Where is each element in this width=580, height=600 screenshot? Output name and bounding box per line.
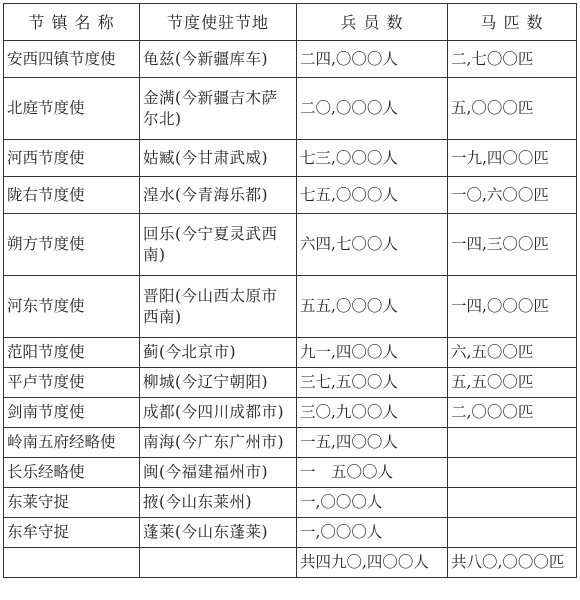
cell-troops: 五五,〇〇〇人 — [297, 276, 448, 338]
cell-troops: 七五,〇〇〇人 — [297, 177, 448, 214]
table-row — [4, 140, 577, 177]
cell-name: 陇右节度使 — [4, 177, 140, 214]
totals-row — [4, 548, 577, 578]
table-row — [4, 276, 577, 338]
cell-horses: 一〇,六〇〇匹 — [448, 177, 577, 214]
cell-troops: 一五,四〇〇人 — [297, 428, 448, 458]
cell-horses — [448, 428, 577, 458]
table-row — [4, 428, 577, 458]
header-row — [4, 4, 577, 41]
table-row — [4, 398, 577, 428]
cell-troops: 二〇,〇〇〇人 — [297, 78, 448, 140]
cell-horses: 五,五〇〇匹 — [448, 368, 577, 398]
cell-horses: 一四,三〇〇匹 — [448, 214, 577, 276]
cell-seat: 晋阳(今山西太原市西南) — [140, 276, 297, 338]
cell-seat: 柳城(今辽宁朝阳) — [140, 368, 297, 398]
cell-name: 平卢节度使 — [4, 368, 140, 398]
header-name: 节 镇 名 称 — [4, 4, 140, 41]
cell-seat: 姑臧(今甘肃武威) — [140, 140, 297, 177]
cell-seat: 金满(今新疆吉木萨尔北) — [140, 78, 297, 140]
cell-horses: 一四,〇〇〇匹 — [448, 276, 577, 338]
cell-troops: 三〇,九〇〇人 — [297, 398, 448, 428]
military-governors-table — [3, 3, 577, 578]
table-row — [4, 458, 577, 488]
cell-seat: 蓟(今北京市) — [140, 338, 297, 368]
cell-seat: 南海(今广东广州市) — [140, 428, 297, 458]
cell-horses: 二,七〇〇匹 — [448, 41, 577, 78]
cell-name: 东莱守捉 — [4, 488, 140, 518]
table-row — [4, 518, 577, 548]
cell-name: 河东节度使 — [4, 276, 140, 338]
cell-troops: 一 五〇〇人 — [297, 458, 448, 488]
cell-troops: 二四,〇〇〇人 — [297, 41, 448, 78]
cell-seat: 回乐(今宁夏灵武西南) — [140, 214, 297, 276]
cell-seat: 蓬莱(今山东蓬莱) — [140, 518, 297, 548]
cell-troops: 一,〇〇〇人 — [297, 518, 448, 548]
table-container — [3, 3, 577, 578]
cell-troops: 一,〇〇〇人 — [297, 488, 448, 518]
header-seat: 节度使驻节地 — [140, 4, 297, 41]
cell-troops: 六四,七〇〇人 — [297, 214, 448, 276]
table-row — [4, 78, 577, 140]
table-row — [4, 214, 577, 276]
table-row — [4, 488, 577, 518]
cell-troops: 七三,〇〇〇人 — [297, 140, 448, 177]
cell-name: 剑南节度使 — [4, 398, 140, 428]
cell-troops: 九一,四〇〇人 — [297, 338, 448, 368]
table-row — [4, 368, 577, 398]
cell-seat: 闽(今福建福州市) — [140, 458, 297, 488]
cell-name: 范阳节度使 — [4, 338, 140, 368]
cell-horses: 一九,四〇〇匹 — [448, 140, 577, 177]
cell-seat: 成都(今四川成都市) — [140, 398, 297, 428]
totals-horses: 共八〇,〇〇〇匹 — [448, 548, 577, 578]
totals-seat — [140, 548, 297, 578]
cell-name: 北庭节度使 — [4, 78, 140, 140]
cell-seat: 湟水(今青海乐都) — [140, 177, 297, 214]
cell-troops: 三七,五〇〇人 — [297, 368, 448, 398]
table-row — [4, 177, 577, 214]
cell-name: 安西四镇节度使 — [4, 41, 140, 78]
cell-seat: 掖(今山东莱州) — [140, 488, 297, 518]
cell-horses — [448, 458, 577, 488]
cell-horses: 六,五〇〇匹 — [448, 338, 577, 368]
cell-horses: 二,〇〇〇匹 — [448, 398, 577, 428]
cell-seat: 龟兹(今新疆库车) — [140, 41, 297, 78]
cell-name: 河西节度使 — [4, 140, 140, 177]
table-row — [4, 41, 577, 78]
cell-horses: 五,〇〇〇匹 — [448, 78, 577, 140]
cell-horses — [448, 488, 577, 518]
table-row — [4, 338, 577, 368]
totals-name — [4, 548, 140, 578]
cell-name: 长乐经略使 — [4, 458, 140, 488]
cell-name: 朔方节度使 — [4, 214, 140, 276]
cell-name: 岭南五府经略使 — [4, 428, 140, 458]
cell-name: 东牟守捉 — [4, 518, 140, 548]
header-horses: 马 匹 数 — [448, 4, 577, 41]
header-troops: 兵 员 数 — [297, 4, 448, 41]
cell-horses — [448, 518, 577, 548]
totals-troops: 共四九〇,四〇〇人 — [297, 548, 448, 578]
